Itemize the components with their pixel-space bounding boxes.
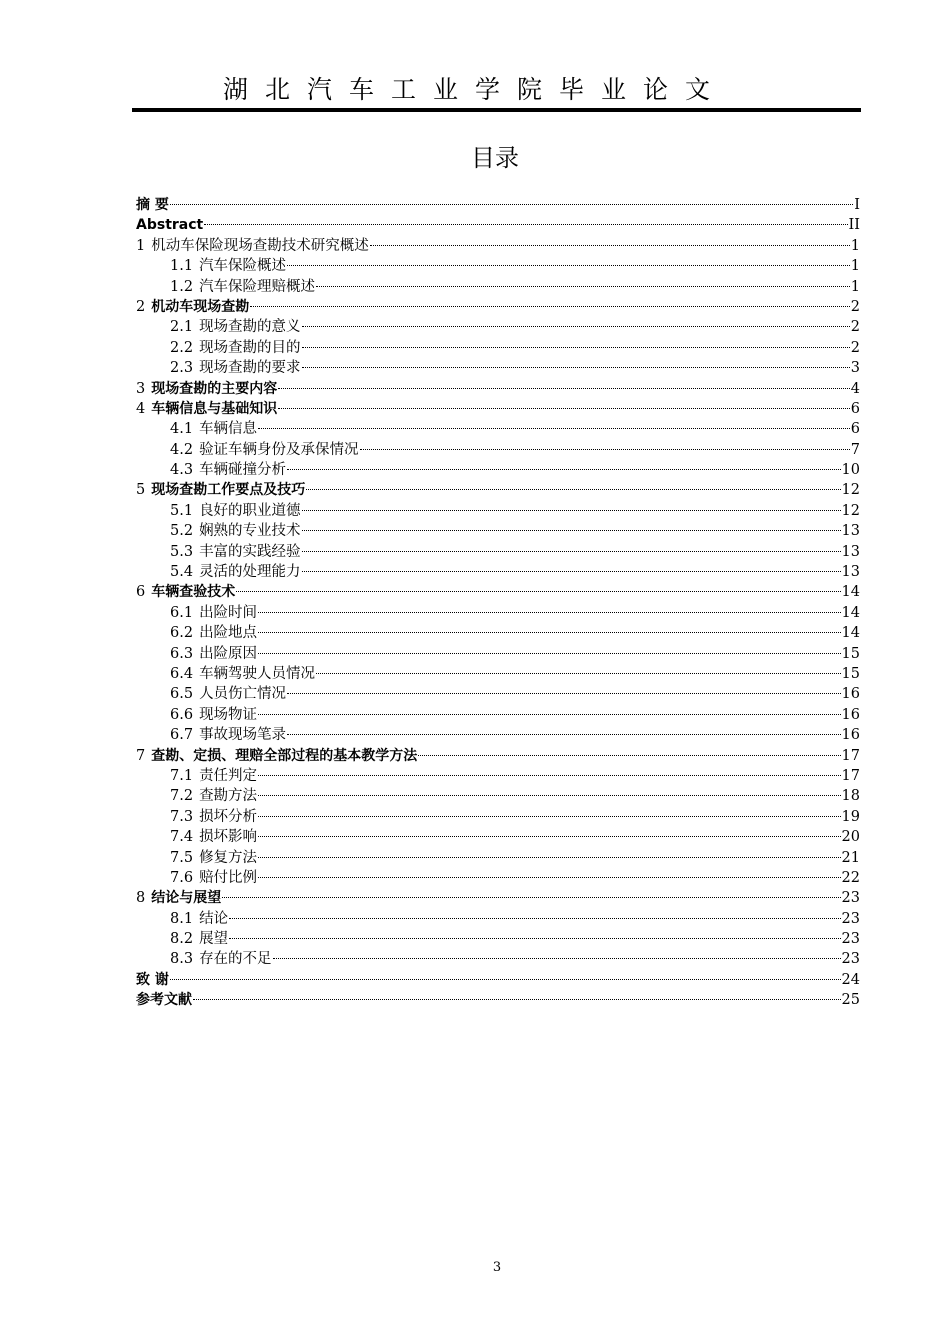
page-number: 3	[492, 1260, 502, 1275]
toc-entry-number: 6.2	[170, 625, 194, 642]
toc-entry-number: 5.3	[170, 543, 194, 560]
toc-entry-number: 7.3	[170, 808, 194, 825]
toc-entry-label: 机动车现场查勘	[151, 298, 250, 315]
toc-entry-number: 8.2	[170, 931, 194, 948]
toc-entry-page: 15	[841, 665, 860, 682]
toc-entry[interactable]	[136, 419, 860, 439]
toc-dot-leader	[250, 306, 850, 307]
toc-title: 目录	[471, 144, 519, 172]
toc-entry-number: 8	[136, 890, 146, 907]
toc-entry-label: 修复方法	[199, 849, 258, 866]
toc-dot-leader	[258, 836, 840, 837]
toc-entry-number: 1	[136, 237, 146, 254]
toc-dot-leader	[302, 530, 841, 531]
toc-entry-label: 现场物证	[199, 706, 258, 723]
toc-entry[interactable]	[136, 725, 860, 745]
toc-entry[interactable]	[136, 480, 860, 500]
page-header: 湖北汽车工业学院毕业论文	[222, 75, 727, 104]
toc-entry-label: 人员伤亡情况	[199, 686, 287, 703]
toc-entry-page: 2	[850, 319, 860, 336]
toc-entry-number: 1.1	[170, 258, 194, 275]
toc-entry-number: 6.5	[170, 686, 194, 703]
toc-entry-number: 8.1	[170, 910, 194, 927]
toc-entry-number: 7	[136, 747, 146, 764]
toc-entry[interactable]	[136, 990, 860, 1010]
toc-entry-number: 4	[136, 400, 146, 417]
toc-dot-leader	[229, 918, 840, 919]
toc-entry[interactable]	[136, 317, 860, 337]
toc-entry-page: 10	[841, 462, 860, 479]
toc-entry-label: 车辆信息	[199, 421, 258, 438]
toc-entry-page: 14	[841, 604, 860, 621]
toc-entry-page: 15	[841, 645, 860, 662]
header-rule	[132, 108, 861, 112]
toc-entry-label: 丰富的实践经验	[199, 543, 301, 560]
toc-entry-label: 查勘方法	[199, 788, 258, 805]
toc-entry-label: 摘 要	[136, 197, 169, 213]
toc-entry[interactable]	[136, 949, 860, 969]
toc-entry[interactable]	[136, 644, 860, 664]
toc-entry-number: 2	[136, 298, 146, 315]
toc-entry-label: 致 谢	[136, 971, 169, 988]
toc-entry-page: 23	[841, 931, 860, 948]
toc-dot-leader	[316, 286, 850, 287]
toc-dot-leader	[278, 388, 850, 389]
toc-entry-number: 6.4	[170, 665, 194, 682]
toc-dot-leader	[278, 408, 850, 409]
table-of-contents	[136, 195, 860, 1011]
toc-entry-number: 5	[136, 482, 146, 499]
toc-entry[interactable]	[136, 582, 860, 602]
toc-entry-label: 验证车辆身份及承保情况	[199, 441, 359, 458]
toc-entry[interactable]	[136, 236, 860, 256]
toc-entry-page: 18	[841, 788, 860, 805]
toc-dot-leader	[418, 755, 840, 756]
toc-dot-leader	[370, 245, 850, 246]
toc-entry[interactable]	[136, 195, 860, 215]
toc-dot-leader	[258, 632, 840, 633]
toc-dot-leader	[287, 469, 840, 470]
toc-entry-label: 车辆碰撞分析	[199, 462, 287, 479]
toc-entry[interactable]	[136, 623, 860, 643]
toc-entry-label: 责任判定	[199, 767, 258, 784]
toc-entry-label: 结论与展望	[151, 890, 222, 907]
toc-dot-leader	[316, 673, 840, 674]
toc-entry[interactable]	[136, 929, 860, 949]
toc-entry-number: 7.6	[170, 869, 194, 886]
toc-dot-leader	[258, 714, 840, 715]
toc-entry-page: I	[854, 197, 860, 213]
toc-entry[interactable]	[136, 460, 860, 480]
toc-entry-label: 事故现场笔录	[199, 727, 287, 744]
toc-entry-page: 17	[841, 767, 860, 784]
toc-entry[interactable]	[136, 562, 860, 582]
toc-entry-page: 3	[850, 360, 860, 377]
toc-dot-leader	[302, 347, 850, 348]
toc-entry-page: 19	[841, 808, 860, 825]
toc-dot-leader	[302, 551, 841, 552]
toc-entry-number: 6	[136, 584, 146, 601]
toc-entry-label: 机动车保险现场查勘技术研究概述	[151, 237, 369, 254]
toc-entry-page: 13	[841, 543, 860, 560]
toc-entry-label: 现场查勘的意义	[199, 319, 301, 336]
toc-entry-label: 查勘、定损、理赔全部过程的基本教学方法	[151, 747, 418, 764]
toc-entry-label: 灵活的处理能力	[199, 564, 301, 581]
toc-entry[interactable]	[136, 297, 860, 317]
toc-entry-number: 2.3	[170, 360, 194, 377]
toc-entry[interactable]	[136, 542, 860, 562]
toc-entry-label: 现场查勘工作要点及技巧	[151, 482, 306, 499]
toc-entry[interactable]	[136, 766, 860, 786]
toc-entry-number: 7.1	[170, 767, 194, 784]
toc-dot-leader	[306, 489, 840, 490]
toc-entry-page: 6	[850, 400, 860, 417]
toc-entry-label: 出险地点	[199, 625, 258, 642]
toc-dot-leader	[287, 734, 840, 735]
toc-entry[interactable]	[136, 440, 860, 460]
toc-entry[interactable]	[136, 868, 860, 888]
toc-entry-label: 存在的不足	[199, 951, 272, 968]
toc-entry-label: 参考文献	[136, 992, 192, 1009]
toc-entry-number: 7.5	[170, 849, 194, 866]
toc-entry-label: 汽车保险概述	[199, 258, 287, 275]
toc-entry-number: 6.7	[170, 727, 194, 744]
toc-entry-page: 23	[841, 951, 860, 968]
toc-entry-page: 21	[841, 849, 860, 866]
toc-dot-leader	[236, 591, 840, 592]
toc-dot-leader	[360, 449, 850, 450]
toc-entry-page: 1	[850, 278, 860, 295]
toc-entry-label: 出险时间	[199, 604, 258, 621]
toc-dot-leader	[222, 897, 840, 898]
toc-entry-page: 4	[850, 380, 860, 397]
toc-dot-leader	[302, 367, 850, 368]
toc-dot-leader	[258, 775, 840, 776]
toc-entry-number: 4.3	[170, 462, 194, 479]
toc-entry-label: 良好的职业道德	[199, 502, 301, 519]
toc-entry-page: 1	[850, 237, 860, 254]
toc-entry-page: 25	[841, 992, 860, 1009]
toc-entry-page: 22	[841, 869, 860, 886]
toc-entry-page: 7	[850, 441, 860, 458]
toc-entry[interactable]	[136, 277, 860, 297]
toc-entry-label: 车辆驾驶人员情况	[199, 665, 316, 682]
toc-entry[interactable]	[136, 358, 860, 378]
toc-entry-page: 13	[841, 523, 860, 540]
toc-entry-number: 8.3	[170, 951, 194, 968]
toc-entry-page: 2	[850, 298, 860, 315]
toc-dot-leader	[287, 693, 840, 694]
toc-entry[interactable]	[136, 684, 860, 704]
toc-entry[interactable]	[136, 888, 860, 908]
toc-dot-leader	[258, 877, 840, 878]
toc-entry-page: 17	[841, 747, 860, 764]
toc-entry-number: 3	[136, 380, 146, 397]
toc-dot-leader	[273, 958, 841, 959]
toc-entry-page: 16	[841, 727, 860, 744]
toc-entry-label: 结论	[199, 910, 229, 927]
toc-dot-leader	[258, 653, 840, 654]
toc-entry[interactable]	[136, 501, 860, 521]
toc-entry[interactable]	[136, 521, 860, 541]
toc-entry-number: 6.3	[170, 645, 194, 662]
toc-entry-page: 12	[841, 482, 860, 499]
toc-entry-page: 1	[850, 258, 860, 275]
toc-dot-leader	[302, 571, 841, 572]
toc-dot-leader	[302, 510, 841, 511]
toc-dot-leader	[258, 795, 840, 796]
toc-entry-label: 展望	[199, 931, 229, 948]
toc-entry-label: Abstract	[136, 217, 204, 234]
toc-entry-number: 7.2	[170, 788, 194, 805]
toc-entry[interactable]	[136, 807, 860, 827]
toc-entry-number: 7.4	[170, 829, 194, 846]
toc-dot-leader	[258, 816, 840, 817]
toc-entry-number: 5.1	[170, 502, 194, 519]
toc-entry[interactable]	[136, 970, 860, 990]
toc-entry[interactable]	[136, 338, 860, 358]
toc-entry[interactable]	[136, 848, 860, 868]
toc-dot-leader	[204, 224, 847, 225]
toc-entry-number: 4.2	[170, 441, 194, 458]
toc-entry-label: 现场查勘的目的	[199, 339, 301, 356]
toc-dot-leader	[258, 612, 840, 613]
toc-entry[interactable]	[136, 256, 860, 276]
toc-entry-page: 23	[841, 910, 860, 927]
toc-entry[interactable]	[136, 746, 860, 766]
toc-entry-page: 14	[841, 625, 860, 642]
toc-dot-leader	[287, 265, 850, 266]
toc-entry-page: 13	[841, 564, 860, 581]
toc-entry[interactable]	[136, 215, 860, 235]
toc-entry-label: 车辆信息与基础知识	[151, 400, 278, 417]
toc-dot-leader	[258, 428, 850, 429]
toc-entry[interactable]	[136, 379, 860, 399]
toc-entry-page: 16	[841, 706, 860, 723]
toc-entry-page: 20	[841, 829, 860, 846]
toc-entry-label: 现场查勘的主要内容	[151, 380, 278, 397]
toc-entry-number: 5.4	[170, 564, 194, 581]
toc-dot-leader	[170, 979, 841, 980]
toc-entry[interactable]	[136, 399, 860, 419]
toc-entry-number: 1.2	[170, 278, 194, 295]
toc-dot-leader	[170, 204, 853, 205]
toc-entry-label: 车辆查验技术	[151, 584, 236, 601]
toc-entry[interactable]	[136, 786, 860, 806]
toc-entry-label: 汽车保险理赔概述	[199, 278, 316, 295]
toc-entry-number: 6.1	[170, 604, 194, 621]
toc-entry-page: II	[848, 217, 860, 234]
toc-entry[interactable]	[136, 909, 860, 929]
toc-entry-number: 4.1	[170, 421, 194, 438]
toc-entry-page: 6	[850, 421, 860, 438]
toc-entry-label: 现场查勘的要求	[199, 360, 301, 377]
toc-entry-label: 赔付比例	[199, 869, 258, 886]
toc-entry-number: 6.6	[170, 706, 194, 723]
toc-entry[interactable]	[136, 827, 860, 847]
toc-dot-leader	[258, 857, 840, 858]
toc-entry-label: 出险原因	[199, 645, 258, 662]
toc-entry-page: 24	[841, 971, 860, 988]
toc-entry-number: 5.2	[170, 523, 194, 540]
toc-entry-number: 2.1	[170, 319, 194, 336]
toc-dot-leader	[302, 326, 850, 327]
toc-entry-number: 2.2	[170, 339, 194, 356]
toc-dot-leader	[193, 999, 841, 1000]
toc-entry-page: 12	[841, 502, 860, 519]
toc-entry[interactable]	[136, 705, 860, 725]
toc-dot-leader	[229, 938, 840, 939]
toc-entry[interactable]	[136, 664, 860, 684]
toc-entry-page: 16	[841, 686, 860, 703]
toc-entry-label: 损坏分析	[199, 808, 258, 825]
toc-entry[interactable]	[136, 603, 860, 623]
toc-entry-label: 损坏影响	[199, 829, 258, 846]
toc-entry-page: 2	[850, 339, 860, 356]
toc-entry-label: 娴熟的专业技术	[199, 523, 301, 540]
toc-entry-page: 14	[841, 584, 860, 601]
toc-entry-page: 23	[841, 890, 860, 907]
